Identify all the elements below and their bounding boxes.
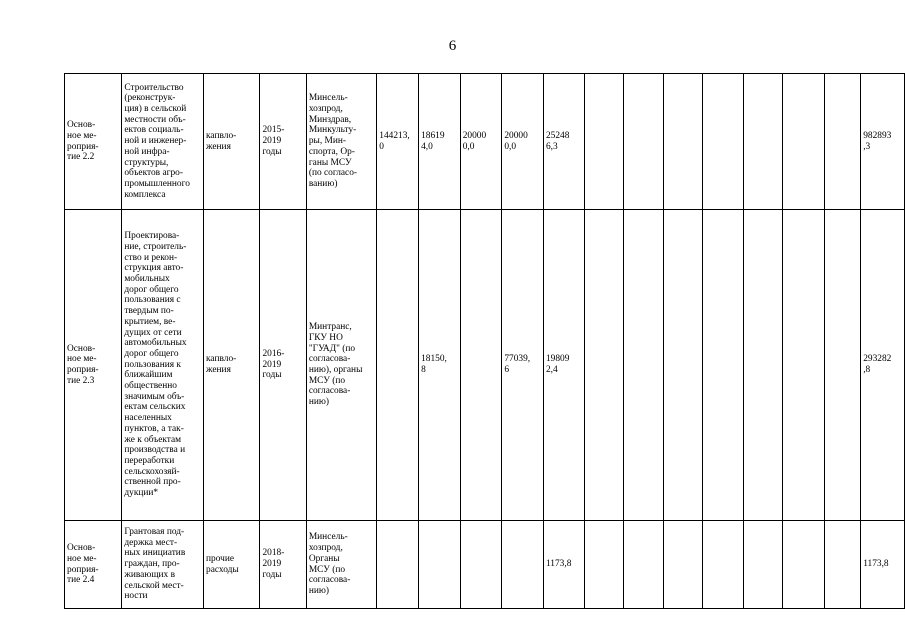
empty-cell [703,74,744,210]
empty-cell [664,210,703,521]
period-cell: 2015- 2019 годы [260,74,306,210]
period-cell: 2018- 2019 годы [260,521,306,609]
executors-cell: Минсель- хозпрод, Минздрав, Минкульту- ры, Мин- спорта, Ор- ганы МСУ (по согласо- ванию) [306,74,376,210]
measure-cell: Основ- ное ме- роприя- тие 2.2 [65,74,122,210]
description-cell: Строительство (реконструк- ция) в сельской местности объ- ектов социаль- ной и инженер- ной инфра- структуры, объектов агро- промышленного комплекса [122,74,204,210]
empty-cell [623,74,664,210]
value-cell: 144213, 0 [377,74,419,210]
measure-cell: Основ- ное ме- роприя- тие 2.4 [65,521,122,609]
value-cell: 20000 0,0 [460,74,502,210]
period-cell: 2016- 2019 годы [260,210,306,521]
empty-cell [783,74,825,210]
empty-cell [825,210,861,521]
value-cell [377,210,419,521]
empty-cell [584,210,623,521]
value-cell: 77039, 6 [502,210,544,521]
value-cell [502,521,544,609]
empty-cell [664,74,703,210]
empty-cell [703,521,744,609]
description-cell: Грантовая под- держка мест- ных инициатив граждан, про- живающих в сельской мест- ности [122,521,204,609]
empty-cell [744,521,783,609]
value-cell: 25248 6,3 [543,74,584,210]
empty-cell [744,210,783,521]
executors-cell: Минсель- хозпрод, Органы МСУ (по согласова- нию) [306,521,376,609]
description-cell: Проектирова- ние, строитель- ство и рекон- струкция авто- мобильных дорог общего пользования с твердым по- крытием, ве- дущих от сети автомобильных дорог общего пользования к ближайшим общественно значимым объ- ектам сельских населенных пунктов, а так- же к объектам производства и переработки сельскохозяй- ственной про- дукции* [122,210,204,521]
executors-cell: Минтранс, ГКУ НО "ГУАД" (по согласова- нию), органы МСУ (по согласова- нию) [306,210,376,521]
empty-cell [825,521,861,609]
value-cell [460,210,502,521]
value-cell [419,521,461,609]
empty-cell [623,210,664,521]
empty-cell [703,210,744,521]
empty-cell [744,74,783,210]
empty-cell [584,521,623,609]
expense-type-cell: капвло- жения [204,74,260,210]
empty-cell [623,521,664,609]
table-row [65,210,905,521]
value-cell: 1173,8 [543,521,584,609]
empty-cell [664,521,703,609]
measure-cell: Основ- ное ме- роприя- тие 2.3 [65,210,122,521]
total-cell: 982893 ,3 [861,74,905,210]
expense-type-cell: капвло- жения [204,210,260,521]
value-cell: 19809 2,4 [543,210,584,521]
program-measures-table [64,73,905,609]
total-cell: 293282 ,8 [861,210,905,521]
empty-cell [825,74,861,210]
total-cell: 1173,8 [861,521,905,609]
empty-cell [783,521,825,609]
table-row [65,521,905,609]
expense-type-cell: прочие расходы [204,521,260,609]
value-cell [377,521,419,609]
value-cell: 18150, 8 [419,210,461,521]
empty-cell [584,74,623,210]
value-cell [460,521,502,609]
value-cell: 18619 4,0 [419,74,461,210]
page-number: 6 [448,38,457,54]
value-cell: 20000 0,0 [502,74,544,210]
table-row [65,74,905,210]
empty-cell [783,210,825,521]
